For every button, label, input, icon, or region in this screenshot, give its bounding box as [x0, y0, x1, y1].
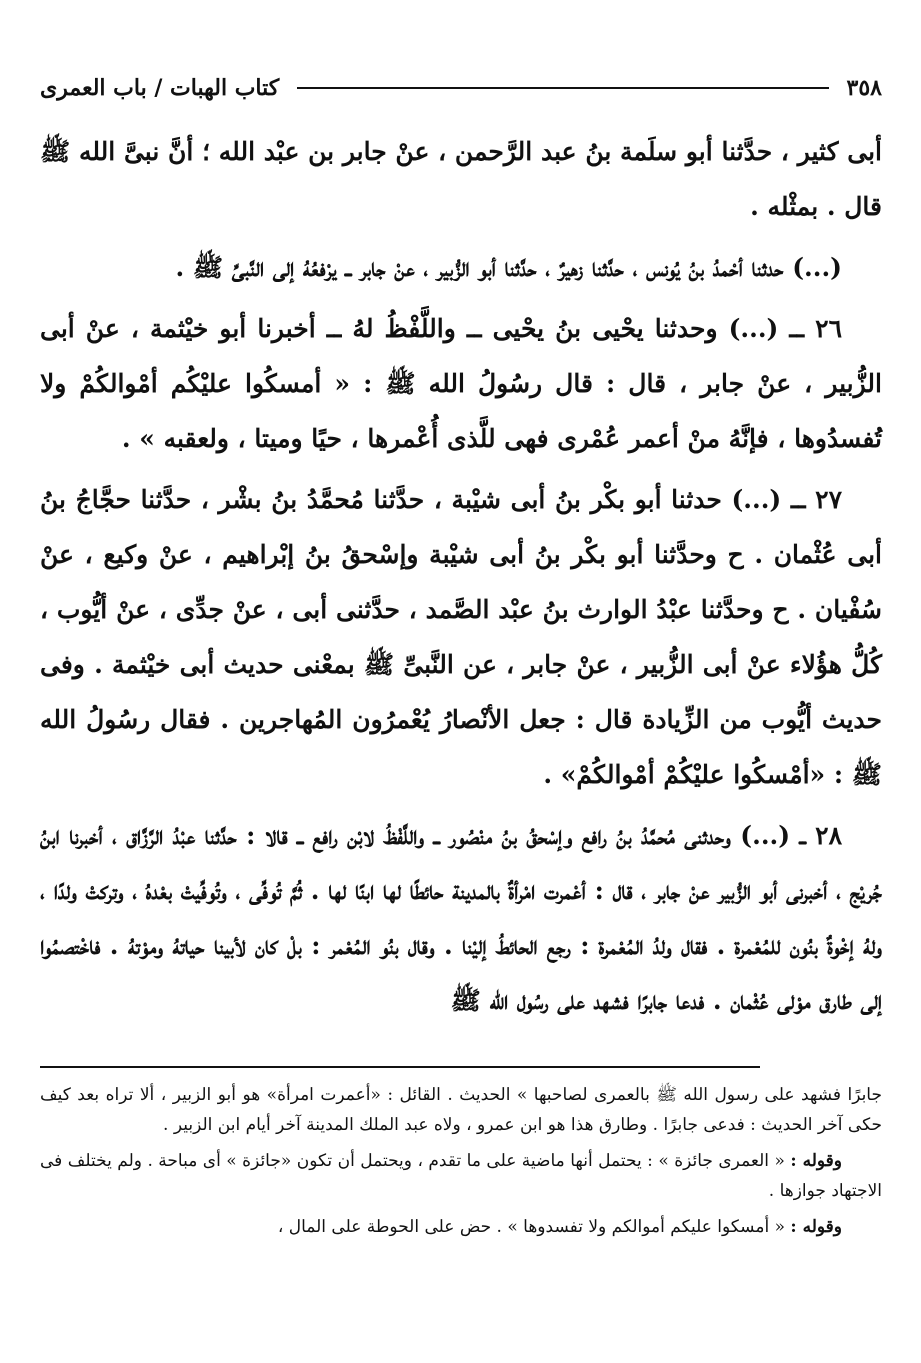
main-text [40, 124, 882, 1028]
footnote-2-text: « العمرى جائزة » : يحتمل أنها ماضية على ما تقدم ، ويحتمل أن تكون «جائزة » أى مباحة . ولم يختلف فى الاجتهاد جوازها . [40, 1151, 882, 1201]
paragraph-continuation: أبى كثير ، حدَّثنا أبو سلَمة بنُ عبد الرَّحمن ، عنْ جابر بن عبْد الله ؛ أنَّ نبىَّ الله ﷺ قال . بمثْله . [40, 137, 882, 221]
footnote-3 [40, 1212, 882, 1242]
footnote-3-lead: وقوله : [790, 1217, 842, 1237]
footnote-2 [40, 1146, 882, 1206]
footnote-1 [40, 1080, 882, 1140]
header-rule [297, 87, 828, 89]
footnotes [40, 1080, 882, 1248]
paragraph-hadith-chain: (...) حدثنا أحْمدُ بنُ يُونس ، حدَّثنا زهيرٌ ، حدَّثنا أبو الزُّبير ، عنْ جابر ــ يرْفعُهُ إلى النَّبىِّ ﷺ . [175, 253, 842, 282]
page-title: كتاب الهبات / باب العمرى [40, 75, 280, 101]
page [40, 70, 882, 1034]
running-head [40, 70, 882, 106]
footnote-3-text: « أمسكوا عليكم أموالكم ولا تفسدوها » . حض على الحوطة على المال ، [277, 1217, 785, 1237]
footnote-separator [40, 1066, 760, 1068]
paragraph-hadith-27: ٢٧ ــ (...) حدثنا أبو بكْر بنُ أبى شيْبة ، حدَّثنا مُحمَّدُ بنُ بشْر ، حدَّثنا حجَّاجُ بنُ أبى عُثْمان . ح وحدَّثنا أبو بكْر بنُ أبى شيْبة وإسْحقُ بنُ إبْراهيم ، عنْ وكيع ، عنْ سُفْيان . ح وحدَّثنا عبْدُ الوارث بنُ عبْد الصَّمد ، حدَّثنى أبى ، عنْ جدِّى ، عنْ أيُّوب ، كُلُّ هؤُلاء عنْ أبى الزُّبير ، عنْ جابر ، عن النَّبىِّ ﷺ بمعْنى حديث أبى خيْثمة . وفى حديث أيُّوب من الزِّيادة قال : جعل الأنْصارُ يُعْمرُون المُهاجرين . فقال رسُولُ الله ﷺ : «أمْسكُوا عليْكُمْ أمْوالكُمْ» . [40, 485, 882, 789]
footnote-2-lead: وقوله : [790, 1151, 842, 1171]
footnote-1-text: جابرًا فشهد على رسول الله ﷺ بالعمرى لصاحبها » الحديث . القائل : «أعمرت امرأة» هو أبو الزبير ، ألا تراه بعد كيف حكى آخر الحديث : فدعى جابرًا . وطارق هذا هو ابن عمرو ، ولاه عبد الملك المدينة آخر أيام ابن الزبير . [40, 1085, 882, 1135]
page-number: ٣٥٨ [846, 75, 882, 101]
paragraph-hadith-28: ٢٨ ــ (...) وحدثنى مُحمَّدُ بنُ رافع وإسْحقُ بنُ منْصُور ــ واللَّفْظُ لابْن رافع ــ قالا : حدَّثنا عبْدُ الرَّزَّاق ، أخبرنا ابنُ جُريْج ، أخبرنى أبو الزُّبير عنْ جابر ، قال : أعْمرت امْرأةٌ بالمدينة حائطًا لها ابنًا لها . ثُمَّ تُوفِّى ، وتُوفِّيتْ بعْدهُ ، وتركتْ ولدًا ، ولهُ إخْوةٌ بنُون للمُعْمرة . فقال ولدُ المُعْمرة : رجع الحائطُ إليْنا . وقال بنُو المُعْمر : بلْ كان لأبينا حياتهُ وموْتهُ . فاخْتصمُوا إلى طارق موْلى عُثْمان . فدعا جابرًا فشهد على رسُول الله ﷺ [40, 821, 882, 1015]
paragraph-hadith-26: ٢٦ ــ (...) وحدثنا يحْيى بنُ يحْيى ــ واللَّفْظُ لهُ ــ أخبرنا أبو خيْثمة ، عنْ أبى الزُّبير ، عنْ جابر ، قال : قال رسُولُ الله ﷺ : « أمسكُوا عليْكُم أمْوالكُمْ ولا تُفسدُوها ، فإنَّهُ منْ أعمر عُمْرى فهى للَّذى أُعْمرها ، حيًا وميتا ، ولعقبه » . [40, 314, 882, 453]
